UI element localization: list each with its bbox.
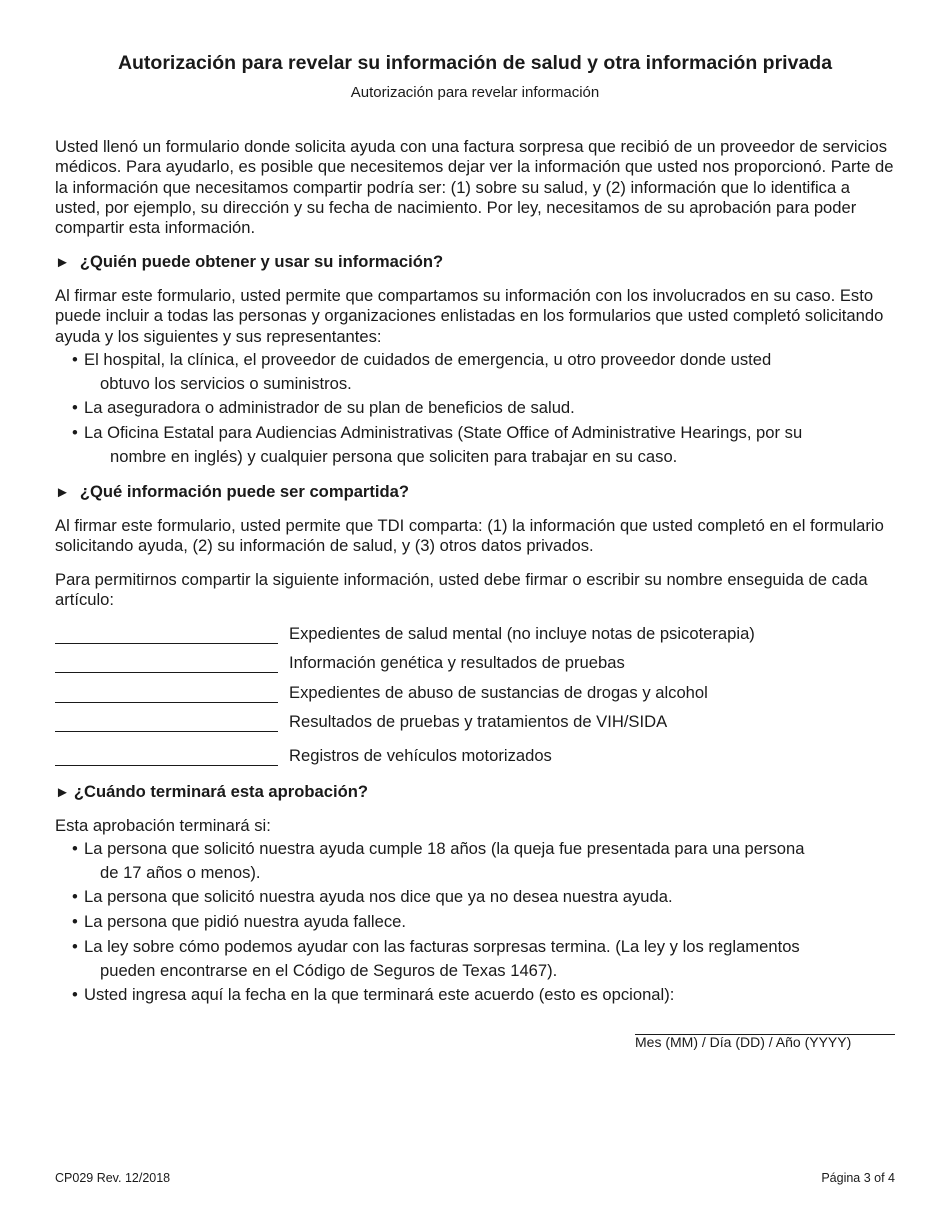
document-title: Autorización para revelar su información de salud y otra información privada: [117, 52, 833, 74]
signature-row: [55, 653, 895, 675]
bullet-icon: •: [72, 398, 78, 417]
end-date-label: Mes (MM) / Día (DD) / Año (YYYY): [635, 1034, 852, 1050]
section-who-body: Al firmar este formulario, usted permite que compartamos su información con los involucrados en su caso. Esto puede incluir a todas las personas y organizaciones enlistadas en los formularios que usted completó solicitando ayuda y los siguientes y sus representantes:: [55, 286, 884, 346]
signature-field-mental-health[interactable]: [55, 627, 278, 644]
list-item: [72, 396, 892, 420]
document-subtitle: Autorización para revelar información: [350, 84, 600, 101]
arrow-icon: ►: [55, 254, 70, 271]
list-item-text: La Oficina Estatal para Audiencias Administrativas (State Office of Administrative Hearings, por su: [84, 423, 803, 442]
list-item-text: La aseguradora o administrador de su plan de beneficios de salud.: [84, 398, 575, 417]
bullet-icon: •: [72, 423, 78, 442]
bullet-icon: •: [72, 839, 78, 858]
section-what-title: ¿Qué información puede ser compartida?: [79, 482, 410, 501]
list-item-text: El hospital, la clínica, el proveedor de cuidados de emergencia, u otro proveedor donde usted: [84, 350, 772, 369]
list-item-text: La ley sobre cómo podemos ayudar con las facturas sorpresas termina. (La ley y los reglamentos: [84, 937, 800, 956]
list-item-text: La persona que solicitó nuestra ayuda nos dice que ya no desea nuestra ayuda.: [84, 887, 673, 906]
bullet-icon: •: [72, 350, 78, 369]
list-item-continuation: obtuvo los servicios o suministros.: [100, 373, 352, 393]
list-item-continuation: de 17 años o menos).: [100, 862, 261, 882]
list-item: [72, 910, 892, 934]
list-item-continuation: pueden encontrarse en el Código de Seguros de Texas 1467).: [100, 960, 558, 980]
bullet-icon: •: [72, 937, 78, 956]
signature-row: [55, 683, 895, 705]
section-when-body: Esta aprobación terminará si:: [55, 816, 271, 835]
signature-item-label: Resultados de pruebas y tratamientos de VIH/SIDA: [289, 712, 668, 731]
page-number: Página 3 of 4: [821, 1171, 895, 1185]
signature-item-label: Expedientes de abuso de sustancias de drogas y alcohol: [289, 683, 708, 702]
bullet-icon: •: [72, 887, 78, 906]
signature-item-label: Información genética y resultados de pruebas: [289, 653, 625, 672]
signature-row: [55, 624, 895, 646]
signature-field-substance-abuse[interactable]: [55, 686, 278, 703]
list-item-text: La persona que pidió nuestra ayuda fallece.: [84, 912, 406, 931]
list-item: [72, 983, 892, 1007]
list-item: [72, 421, 892, 468]
arrow-icon: ►: [55, 484, 70, 501]
list-item: [72, 885, 892, 909]
signature-field-vehicle[interactable]: [55, 749, 278, 766]
signature-item-label: Registros de vehículos motorizados: [289, 746, 552, 765]
signature-row: [55, 746, 895, 768]
arrow-icon: ►: [55, 784, 70, 801]
section-when-title: ¿Cuándo terminará esta aprobación?: [73, 782, 368, 801]
list-item-continuation: nombre en inglés) y cualquier persona que soliciten para trabajar en su caso.: [110, 446, 678, 466]
intro-paragraph: Usted llenó un formulario donde solicita ayuda con una factura sorpresa que recibió de un proveedor de servicios médicos. Para ayudarlo, es posible que necesitemos dejar ver la información que usted nos proporcionó. Parte de la información que necesitamos compartir podría ser: (1) sobre su salud, y (2) información que lo identifica a usted, por ejemplo, su dirección y su fecha de nacimiento. Por ley, necesitamos de su aprobación para poder compartir esta información.: [55, 137, 894, 238]
section-who-heading: [55, 252, 443, 272]
section-what-body: Al firmar este formulario, usted permite que TDI comparta: (1) la información que usted completó en el formulario solicitando ayuda, (2) su información de salud, y (3) otros datos privados.: [55, 516, 884, 556]
list-item: [72, 348, 892, 395]
signature-row: [55, 712, 895, 734]
list-item-text: Usted ingresa aquí la fecha en la que terminará este acuerdo (esto es opcional):: [84, 985, 675, 1004]
section-what-heading: [55, 482, 409, 502]
bullet-icon: •: [72, 912, 78, 931]
list-item-text: La persona que solicitó nuestra ayuda cumple 18 años (la queja fue presentada para una persona: [84, 839, 805, 858]
section-who-title: ¿Quién puede obtener y usar su información?: [79, 252, 444, 271]
signature-field-genetic[interactable]: [55, 656, 278, 673]
bullet-icon: •: [72, 985, 78, 1004]
section-what-instructions: Para permitirnos compartir la siguiente información, usted debe firmar o escribir su nombre enseguida de cada artículo:: [55, 570, 868, 610]
list-item: [72, 837, 892, 884]
form-id: CP029 Rev. 12/2018: [55, 1171, 171, 1185]
signature-item-label: Expedientes de salud mental (no incluye notas de psicoterapia): [289, 624, 755, 643]
signature-field-hiv[interactable]: [55, 715, 278, 732]
list-item: [72, 935, 892, 982]
section-when-heading: [55, 782, 368, 802]
